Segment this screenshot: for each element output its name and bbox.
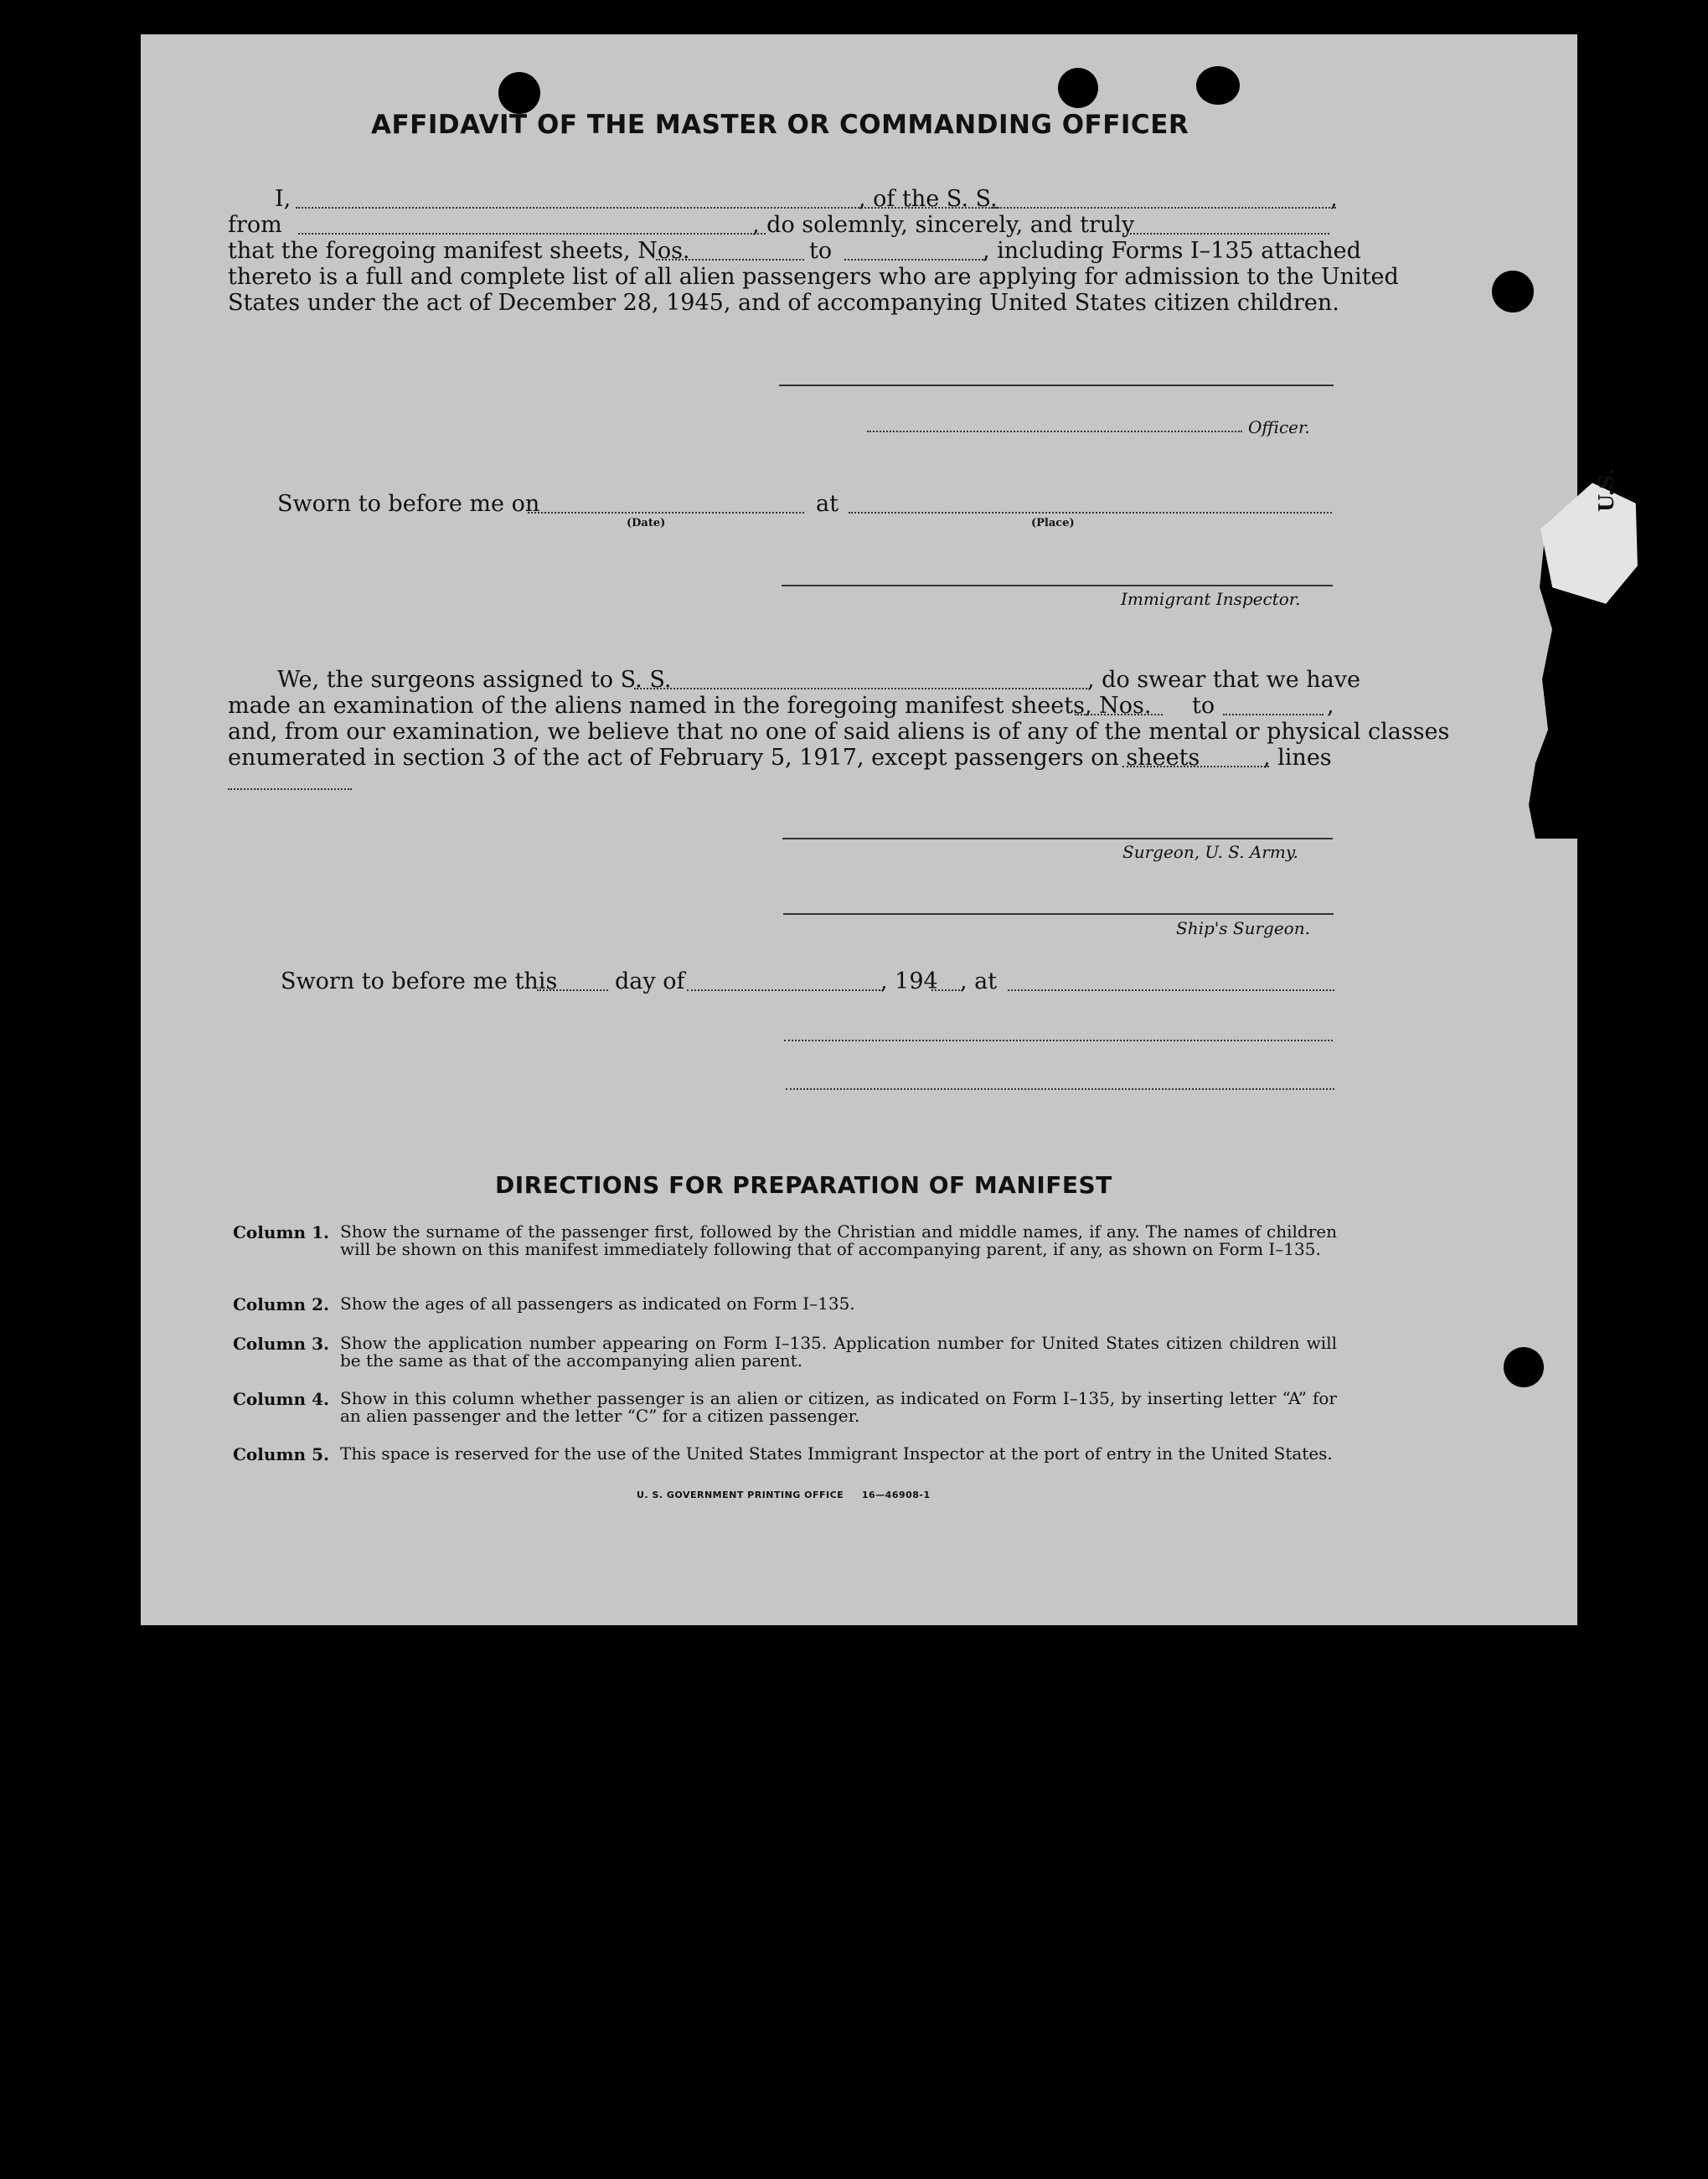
directions-title: DIRECTIONS FOR PREPARATION OF MANIFEST [495, 1171, 1112, 1199]
sworn-place-2-field[interactable] [1008, 989, 1334, 991]
column-label: Column 5. [233, 1444, 329, 1464]
sworn-month-field[interactable] [687, 989, 884, 991]
date-caption: (Date) [627, 517, 666, 529]
punch-hole [1504, 1347, 1544, 1387]
surgeons-line-4a: enumerated in section 3 of the act of February 5, 1917, except passengers on sheets [228, 745, 1200, 771]
sworn-signature-line-2[interactable] [786, 1088, 1334, 1090]
sworn-signature-line-1[interactable] [784, 1040, 1333, 1041]
officer-signature-line[interactable] [779, 385, 1334, 386]
sworn-day-field[interactable] [537, 989, 608, 991]
sworn-year-field[interactable] [931, 989, 963, 991]
inspector-caption: Immigrant Inspector. [1121, 589, 1301, 609]
surgeon-ship-field[interactable] [634, 688, 1091, 689]
sworn-date-field[interactable] [528, 512, 804, 514]
column-text: This space is reserved for the use of the United States Immigrant Inspector at the port of entry in the United States. [340, 1443, 1333, 1464]
affidavit-line-3a: that the foregoing manifest sheets, Nos. [228, 238, 690, 264]
column-label: Column 4. [233, 1389, 329, 1409]
surgeons-line-2b: to [1192, 693, 1215, 719]
printing-office-footer: U. S. GOVERNMENT PRINTING OFFICE 16—46908-1 [637, 1490, 931, 1500]
column-text: Show the ages of all passengers as indicated on Form I–135. [340, 1293, 855, 1314]
sheets-from-field[interactable] [656, 259, 804, 261]
except-sheets-field[interactable] [1122, 766, 1269, 767]
oath-field[interactable] [1122, 233, 1329, 235]
sworn-line-2b: day of [615, 968, 685, 994]
affidavit-line-1c: , [1330, 186, 1338, 212]
column-text: Show the surname of the passenger first, followed by the Christian and middle names, if any. The names of children will be shown on this manifest immediately following that of accompanying parent, if any, as shown on Form I–135. [340, 1221, 1337, 1259]
inspector-signature-line[interactable] [782, 585, 1333, 586]
officer-name-line[interactable] [867, 431, 1242, 432]
affidavit-line-3b: to [809, 238, 833, 264]
place-caption: (Place) [1031, 517, 1075, 529]
column-label: Column 2. [233, 1294, 329, 1314]
sworn-line-1b: at [816, 491, 839, 517]
surgeons-line-2c: , [1327, 693, 1334, 719]
document-page [141, 34, 1618, 1625]
surgeons-line-1b: , do swear that we have [1087, 667, 1360, 693]
affidavit-line-3c: , including Forms I–135 attached [983, 238, 1361, 264]
surgeon-sheets-to-field[interactable] [1223, 714, 1324, 715]
except-lines-field[interactable] [228, 788, 352, 790]
column-label: Column 3. [233, 1334, 329, 1354]
ship-surgeon-signature-line[interactable] [783, 913, 1334, 915]
affidavit-line-1b: , of the S. S. [859, 186, 998, 212]
officer-caption: Officer. [1248, 417, 1310, 437]
punch-hole [1196, 66, 1240, 105]
sheets-to-field[interactable] [844, 259, 987, 261]
affidavit-line-4: thereto is a full and complete list of all alien passengers who are applying for admission to the United [228, 264, 1399, 290]
punch-hole [1492, 271, 1534, 312]
ship-name-field[interactable] [991, 207, 1336, 209]
army-surgeon-caption: Surgeon, U. S. Army. [1122, 842, 1298, 862]
column-text: Show the application number appearing on Form I–135. Application number for United States citizen children will be the same as that of the accompanying alien parent. [340, 1333, 1337, 1371]
surgeons-line-2a: made an examination of the aliens named in the foregoing manifest sheets, Nos. [228, 693, 1152, 719]
punch-hole [1058, 68, 1098, 108]
sworn-line-2a: Sworn to before me this [281, 968, 558, 994]
army-surgeon-signature-line[interactable] [782, 838, 1333, 839]
affidavit-title: AFFIDAVIT OF THE MASTER OR COMMANDING OFFICER [371, 110, 1189, 140]
punch-hole [498, 72, 540, 114]
from-port-field[interactable] [298, 233, 766, 235]
sworn-line-2c: , 194 [880, 968, 938, 994]
surgeons-line-3: and, from our examination, we believe that no one of said aliens is of any of the mental or physical classes [228, 719, 1450, 745]
surgeon-sheets-from-field[interactable] [1075, 714, 1163, 715]
surgeons-line-4b: , lines [1263, 745, 1332, 771]
sworn-line-2d: , at [960, 968, 998, 994]
affidavit-line-2a: from [228, 212, 282, 238]
tab-label: U.S. [1594, 468, 1618, 512]
affidavit-line-5: States under the act of December 28, 1945, and of accompanying United States citizen children. [228, 290, 1339, 316]
surgeons-line-1a: We, the surgeons assigned to S. S. [277, 667, 672, 693]
sworn-line-1a: Sworn to before me on [277, 491, 540, 517]
affidavit-line-1a: I, [275, 186, 292, 212]
column-label: Column 1. [233, 1222, 329, 1242]
affidavit-line-2b: , do solemnly, sincerely, and truly [752, 212, 1135, 238]
ship-surgeon-caption: Ship's Surgeon. [1176, 918, 1310, 938]
sworn-place-field[interactable] [849, 512, 1332, 514]
column-text: Show in this column whether passenger is an alien or citizen, as indicated on Form I–135, by inserting letter “A” for an alien passenger and the letter “C” for a citizen passenger. [340, 1388, 1337, 1426]
